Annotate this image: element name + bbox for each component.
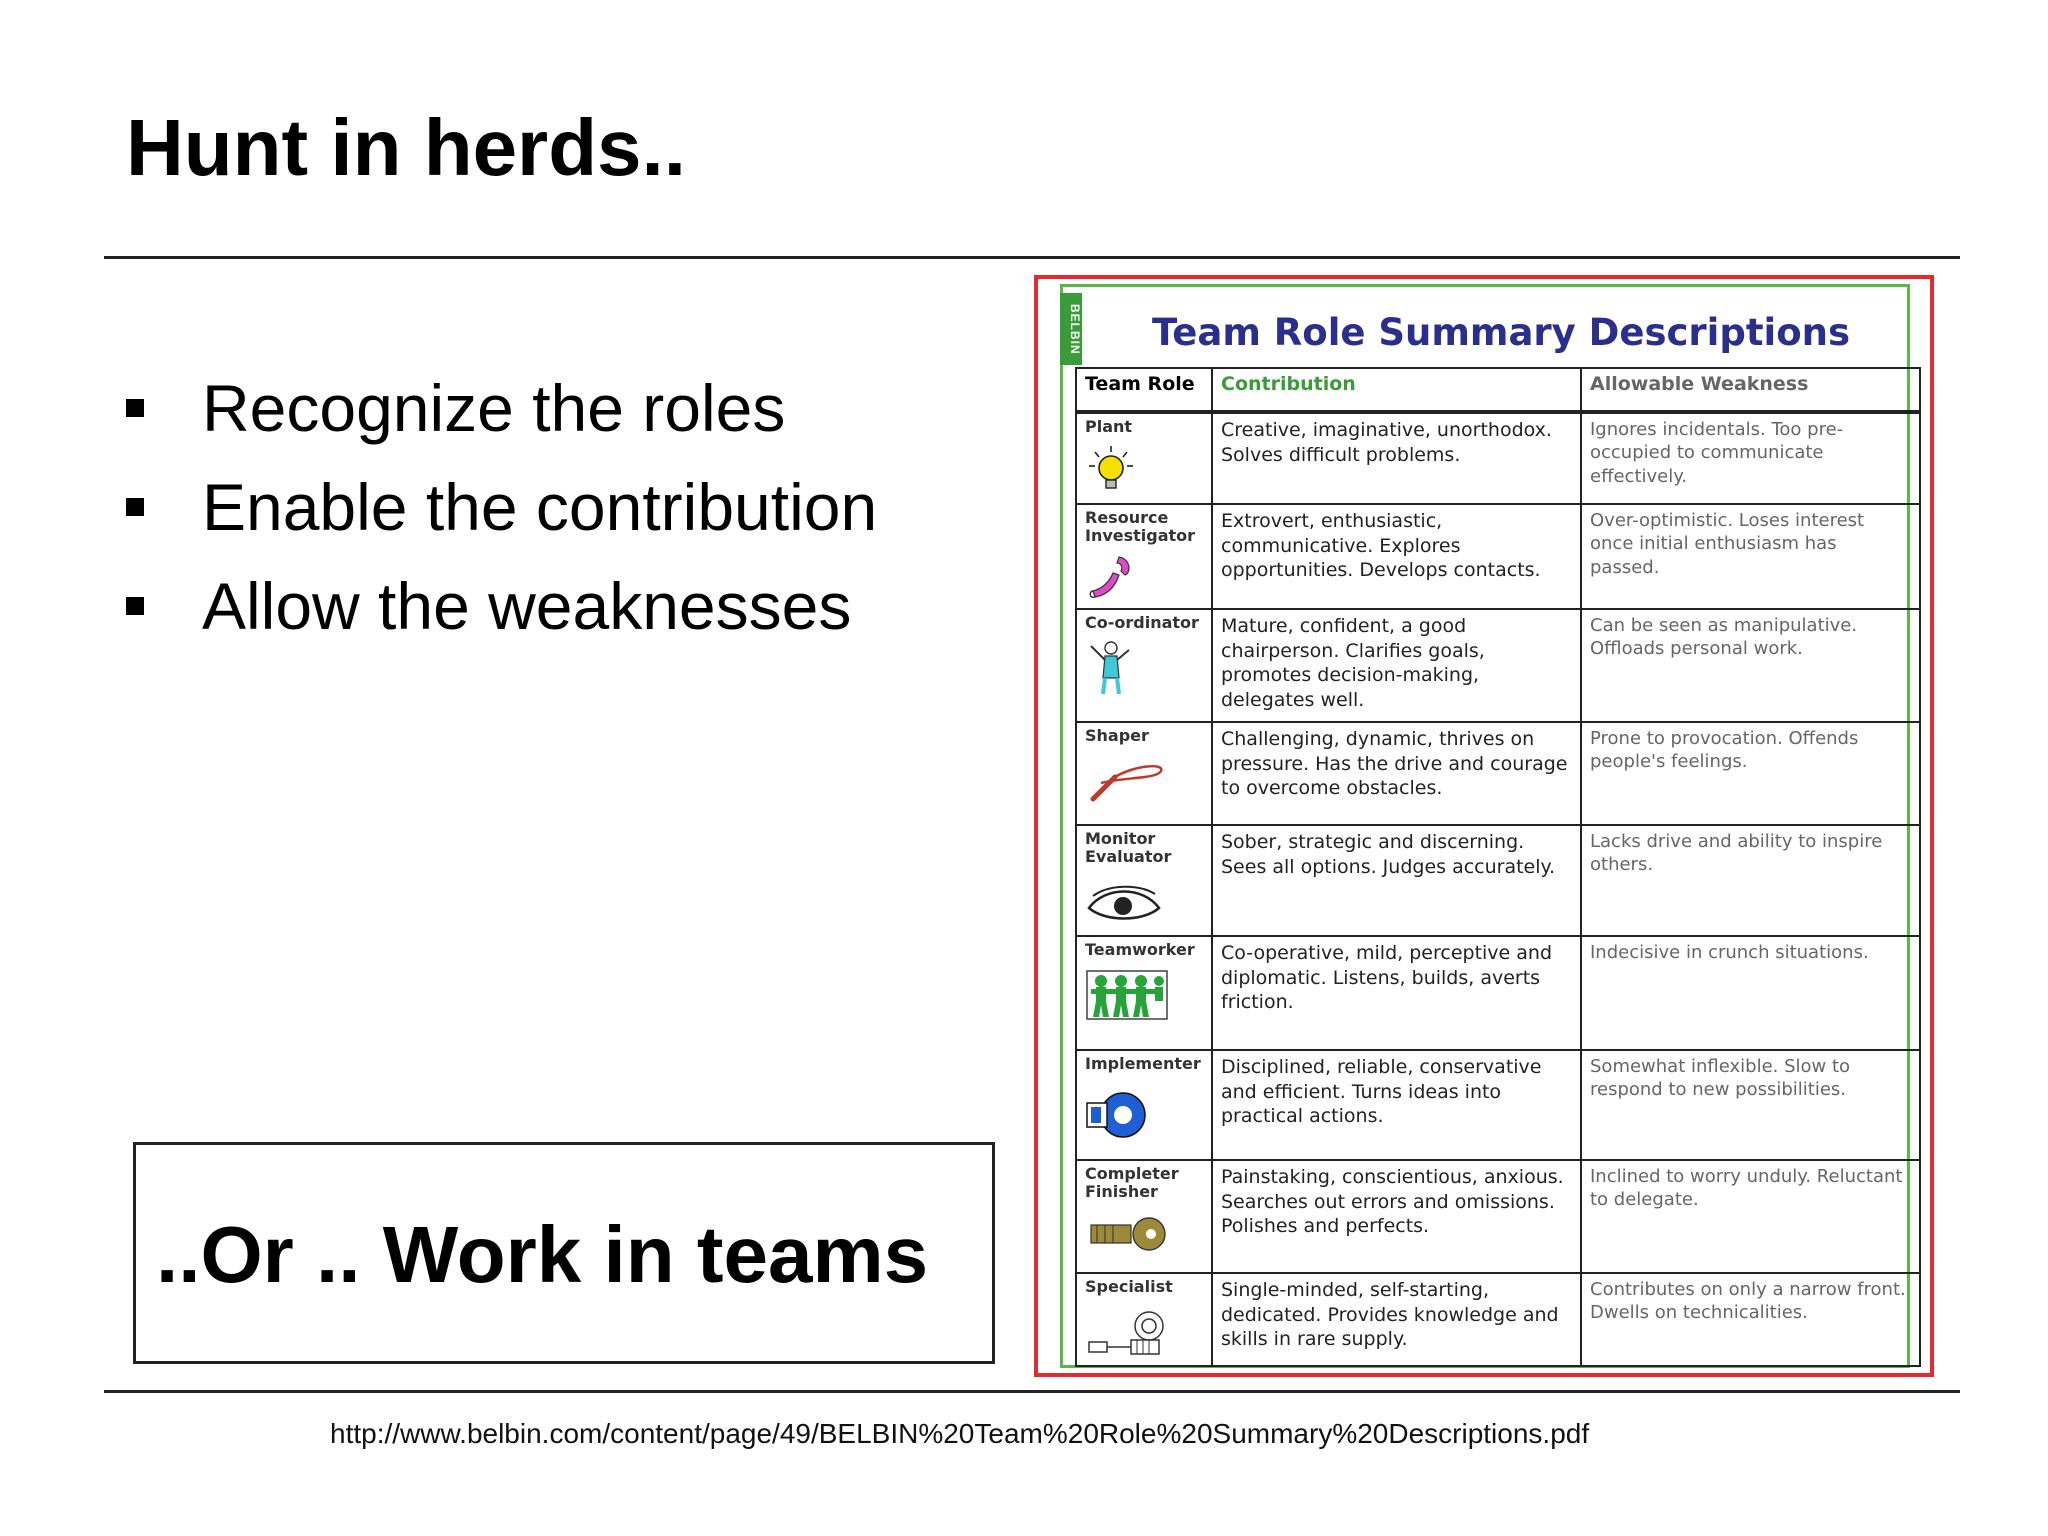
role-cell [1076,722,1212,825]
team-role-table [1075,367,1921,1367]
header-team-role: Team Role [1076,368,1212,412]
header-contribution: Contribution [1212,368,1581,412]
role-cell [1076,412,1212,504]
role-cell [1076,609,1212,722]
source-url[interactable]: http://www.belbin.com/content/page/49/BELBIN%20Team%20Role%20Summary%20Descriptions.pdf [330,1418,1590,1449]
callout-box [133,1142,995,1364]
weakness-cell: Inclined to worry unduly. Reluctant to delegate. [1581,1160,1920,1273]
role-cell [1076,504,1212,609]
weakness-cell: Indecisive in crunch situations. [1581,936,1920,1050]
table-row [1076,722,1920,825]
bullet-item [126,457,877,556]
table-header-row [1076,368,1920,412]
role-name: Co-ordinator [1085,613,1199,632]
table-row [1076,936,1920,1050]
bullet-list [126,358,877,655]
contribution-cell: Challenging, dynamic, thrives on pressure. Has the drive and courage to overcome obstacles. [1212,722,1581,825]
role-name: Teamworker [1085,940,1195,959]
role-name: Specialist [1085,1277,1173,1296]
table-row [1076,1050,1920,1160]
contribution-cell: Single-minded, self-starting, dedicated. Provides knowledge and skills in rare supply. [1212,1273,1581,1366]
square-bullet-icon [126,498,144,516]
weakness-cell: Somewhat inflexible. Slow to respond to new possibilities. [1581,1050,1920,1160]
table-row [1076,825,1920,936]
square-bullet-icon [126,597,144,615]
role-cell [1076,936,1212,1050]
table-row [1076,1273,1920,1366]
weakness-cell: Can be seen as manipulative. Offloads personal work. [1581,609,1920,722]
telephone-icon [1085,553,1137,605]
role-name: Plant [1085,417,1133,436]
role-name: Completer Finisher [1085,1164,1179,1202]
slide-title: Hunt in herds.. [126,103,686,192]
bullet-text: Enable the contribution [202,469,878,544]
gears-icon [1085,1085,1149,1145]
role-cell [1076,1160,1212,1273]
bottom-divider [104,1390,1960,1393]
role-name: Shaper [1085,726,1149,745]
weakness-cell: Over-optimistic. Loses interest once initial enthusiasm has passed. [1581,504,1920,609]
bullet-item [126,358,877,457]
weakness-cell: Lacks drive and ability to inspire others. [1581,825,1920,936]
role-cell [1076,1273,1212,1366]
belbin-summary-image [1034,275,1934,1377]
role-name: Resource Investigator [1085,508,1196,546]
square-bullet-icon [126,399,144,417]
bullet-item [126,556,877,655]
contribution-cell: Creative, imaginative, unorthodox. Solves difficult problems. [1212,412,1581,504]
contribution-cell: Co-operative, mild, perceptive and diplomatic. Listens, builds, averts friction. [1212,936,1581,1050]
sheet-border [1060,284,1910,1368]
whip-icon [1085,753,1169,805]
table-row [1076,412,1920,504]
role-name: Monitor Evaluator [1085,829,1172,867]
contribution-cell: Disciplined, reliable, conservative and efficient. Turns ideas into practical actions. [1212,1050,1581,1160]
belbin-tab: BELBIN [1060,293,1082,365]
contribution-cell: Extrovert, enthusiastic, communicative. Explores opportunities. Develops contacts. [1212,504,1581,609]
plug-icon [1085,1304,1169,1360]
table-row [1076,1160,1920,1273]
contribution-cell: Sober, strategic and discerning. Sees all options. Judges accurately. [1212,825,1581,936]
table-row [1076,504,1920,609]
table-row [1076,609,1920,722]
lightbulb-icon [1085,444,1137,496]
weakness-cell: Ignores incidentals. Too pre-occupied to communicate effectively. [1581,412,1920,504]
weakness-cell: Contributes on only a narrow front. Dwells on technicalities. [1581,1273,1920,1366]
people-chain-icon [1085,967,1169,1023]
callout-text: ..Or .. Work in teams [156,1210,929,1299]
conductor-icon [1085,638,1137,696]
header-weakness: Allowable Weakness [1581,368,1920,412]
contribution-cell: Painstaking, conscientious, anxious. Searches out errors and omissions. Polishes and perfects. [1212,1160,1581,1273]
key-icon [1085,1209,1169,1259]
bullet-text: Recognize the roles [202,370,786,445]
sheet-title: Team Role Summary Descriptions [1151,311,1851,354]
role-cell [1076,825,1212,936]
top-divider [104,256,1960,259]
contribution-cell: Mature, confident, a good chairperson. Clarifies goals, promotes decision-making, delegates well. [1212,609,1581,722]
role-name: Implementer [1085,1054,1201,1073]
eye-icon [1085,882,1163,926]
weakness-cell: Prone to provocation. Offends people's feelings. [1581,722,1920,825]
role-cell [1076,1050,1212,1160]
bullet-text: Allow the weaknesses [202,568,852,643]
